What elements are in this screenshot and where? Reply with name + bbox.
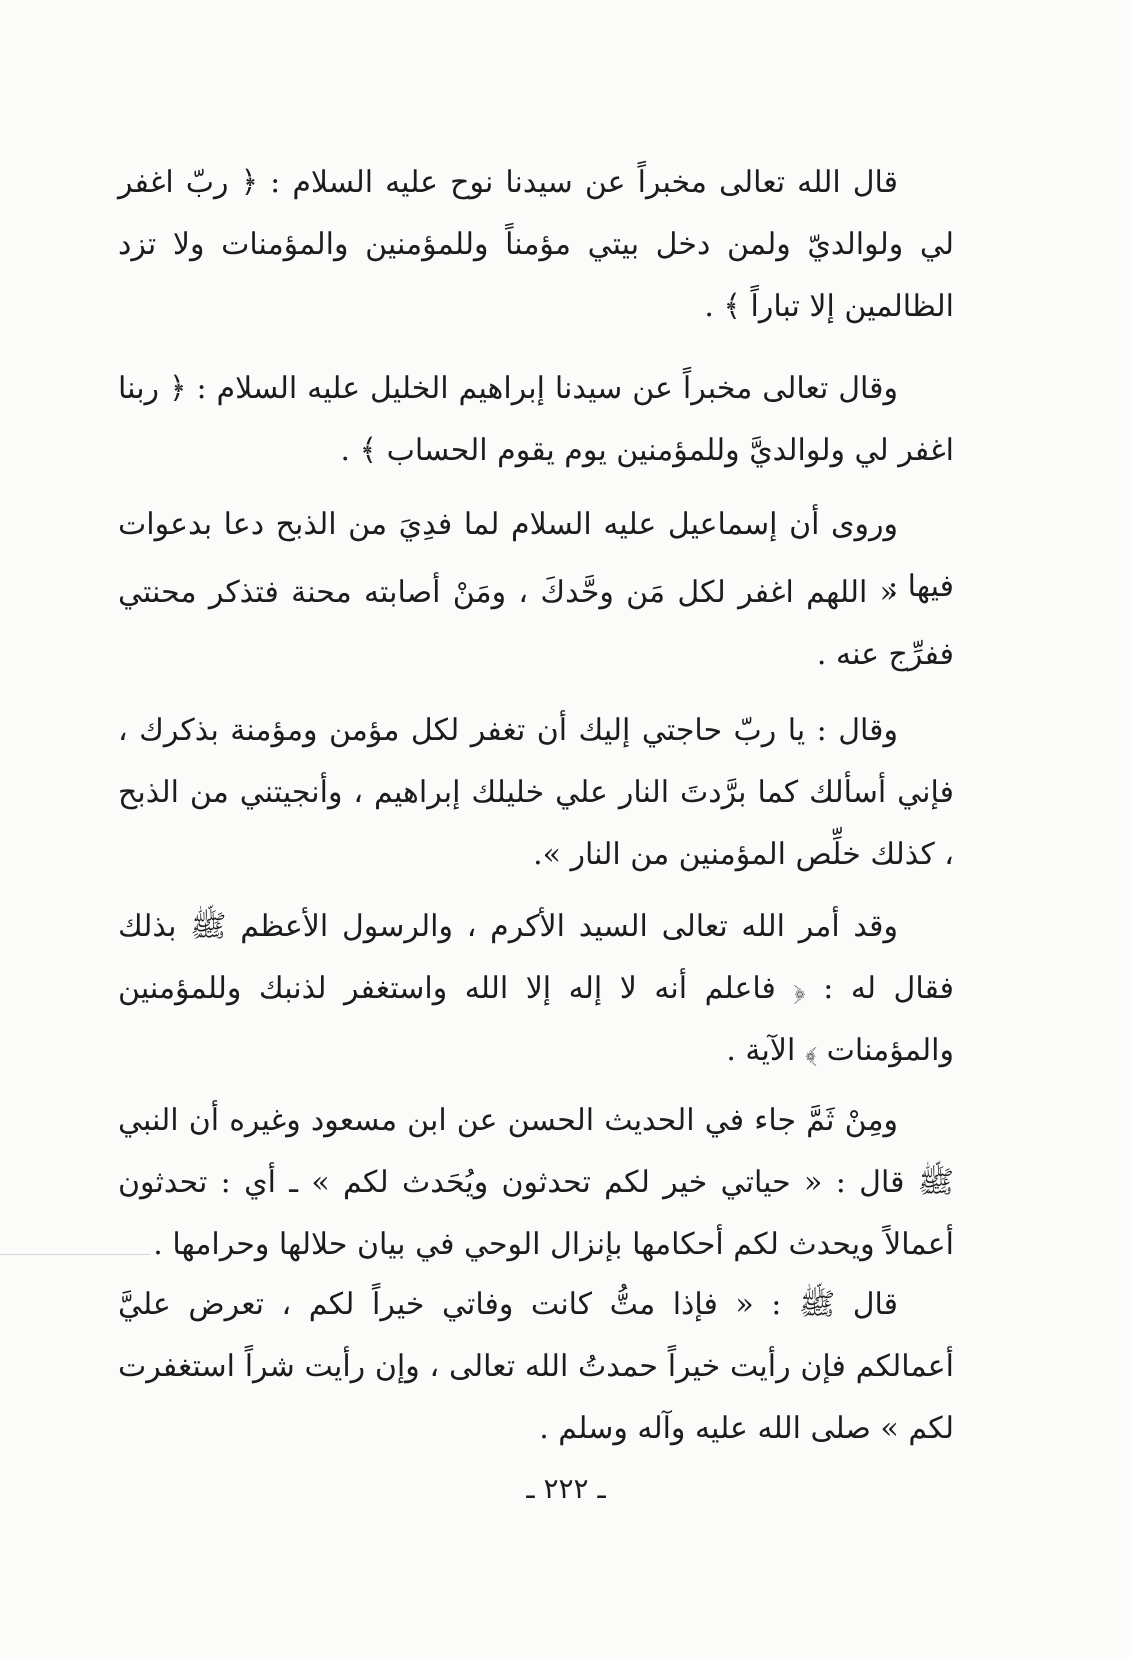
paragraph-ismail-dua-continued: وقال : يا ربّ حاجتي إليك أن تغفر لكل مؤمن ومؤمنة بذكرك ، فإني أسألك كما برَّدتَ النار علي خليلك إبراهيم ، وأنجيتني من الذبح ، كذلك خلِّص المؤمنين من النار ».	[118, 713, 954, 872]
paragraph-hadith-wafat: قال ﷺ : « فإذا متُّ كانت وفاتي خيراً لكم ، تعرض عليَّ أعمالكم فإن رأيت خيراً حمدتُ الله تعالى ، وإن رأيت شراً استغفرت لكم » صلى الله عليه وآله وسلم .	[118, 1287, 954, 1446]
page-number: ـ ٢٢٢ ـ	[526, 1472, 606, 1505]
paragraph-ibrahim-prayer: وقال تعالى مخبراً عن سيدنا إبراهيم الخليل عليه السلام : ﴿ ربنا اغفر لي ولوالديَّ وللمؤمنين يوم يقوم الحساب ﴾ .	[118, 371, 954, 468]
paragraph-ismail-intro: وروى أن إسماعيل عليه السلام لما فدِيَ من الذبح دعا بدعوات فيها :	[118, 507, 954, 604]
paragraph-hadith-ibn-masud: ومِنْ ثَمَّ جاء في الحديث الحسن عن ابن مسعود وغيره أن النبي ﷺ قال : « حياتي خير لكم تحدثون ويُحَدث لكم » ـ أي : تحدثون أعمالاً ويحدث لكم أحكامها بإنزال الوحي في بيان حلالها وحرامها .	[118, 1103, 954, 1262]
paragraph-ismail-dua: « اللهم اغفر لكل مَن وحَّدكَ ، ومَنْ أصابته محنة فتذكر محنتي ففرِّج عنه .	[118, 575, 954, 672]
paragraph-prophet-command: وقد أمر الله تعالى السيد الأكرم ، والرسول الأعظم ﷺ بذلك فقال له : ﴿ فاعلم أنه لا إله إلا الله واستغفر لذنبك وللمؤمنين والمؤمنات ﴾ الآية .	[118, 909, 954, 1068]
paragraph-noah-prayer: قال الله تعالى مخبراً عن سيدنا نوح عليه السلام : ﴿ ربّ اغفر لي ولوالديّ ولمن دخل بيتي مؤمناً وللمؤمنين والمؤمنات ولا تزد الظالمين إلا تباراً ﴾ .	[118, 165, 954, 324]
